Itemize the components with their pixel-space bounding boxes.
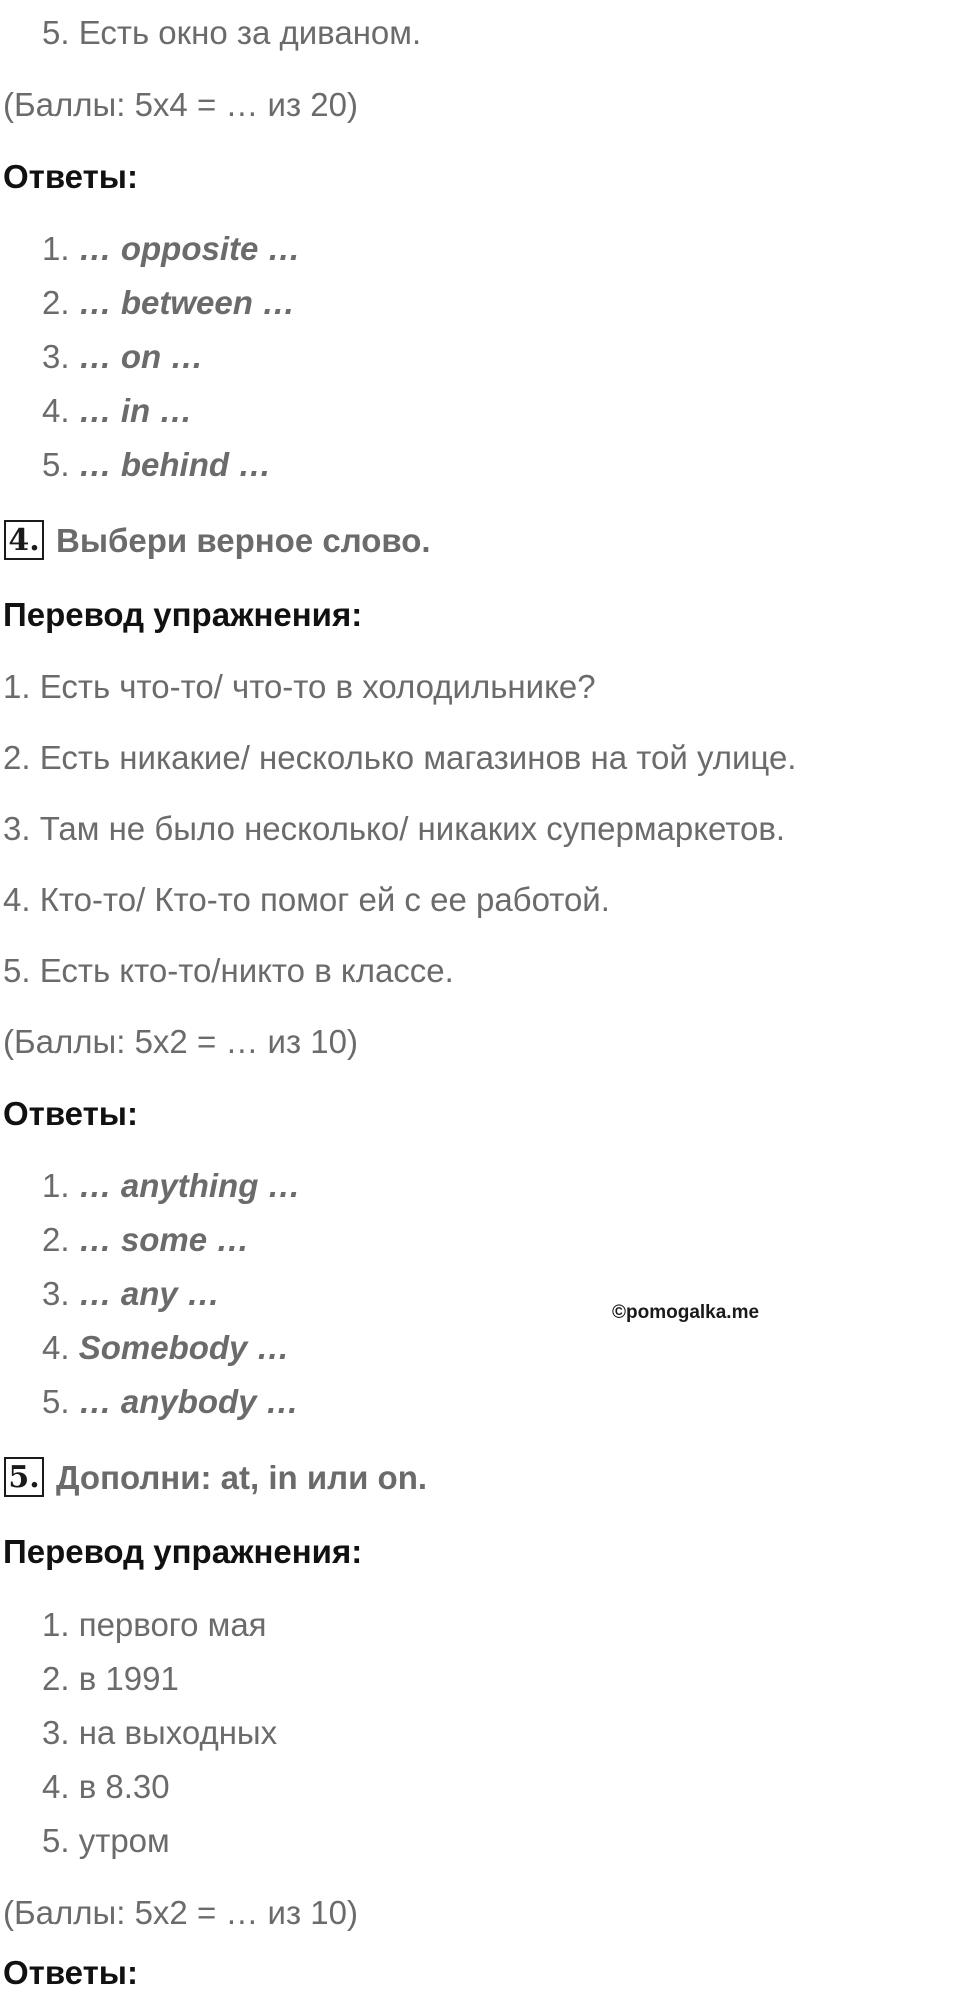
answer-number: 1. — [42, 1167, 70, 1204]
answer-4-3 — [42, 1267, 220, 1321]
item-text: в 8.30 — [78, 1768, 170, 1805]
translation-5-1 — [42, 1598, 267, 1652]
task-4-heading — [4, 514, 431, 568]
translation-4-3: 3. Там не было несколько/ никаких супермаркетов. — [3, 810, 786, 847]
task-title: Выбери верное слово. — [56, 522, 431, 559]
answer-4-4 — [42, 1321, 290, 1375]
task-5-heading — [4, 1451, 427, 1505]
item-number: 3. — [42, 1714, 70, 1751]
score-exercise-3: (Баллы: 5х4 = … из 20) — [3, 86, 358, 123]
answer-number: 4. — [42, 1329, 70, 1366]
task-number-box: 4. — [4, 520, 44, 560]
item-number: 2. — [42, 1660, 70, 1697]
answers-heading-5: Ответы: — [3, 1954, 138, 1991]
score-exercise-5: (Баллы: 5х2 = … из 10) — [3, 1894, 358, 1931]
answer-4-5 — [42, 1375, 299, 1429]
item-number: 1. — [42, 1606, 70, 1643]
answer-number: 5. — [42, 1383, 70, 1420]
answer-number: 3. — [42, 1275, 70, 1312]
translation-heading-4: Перевод упражнения: — [3, 596, 363, 633]
item-text: в 1991 — [78, 1660, 179, 1697]
translation-5-5 — [42, 1814, 170, 1868]
exercise-3-item-5: 5. Есть окно за диваном. — [42, 14, 422, 51]
score-exercise-4: (Баллы: 5х2 = … из 10) — [3, 1023, 358, 1060]
translation-4-2: 2. Есть никакие/ несколько магазинов на той улице. — [3, 739, 797, 776]
answer-number: 2. — [42, 284, 70, 321]
item-text: на выходных — [78, 1714, 278, 1751]
item-text: утром — [78, 1822, 170, 1859]
translation-5-3 — [42, 1706, 277, 1760]
task-title: Дополни: at, in или on. — [56, 1459, 428, 1496]
translation-4-1: 1. Есть что-то/ что-то в холодильнике? — [3, 668, 596, 705]
answers-heading-3: Ответы: — [3, 158, 138, 195]
answer-number: 4. — [42, 392, 70, 429]
answer-3-5 — [42, 438, 271, 492]
item-text: первого мая — [78, 1606, 267, 1643]
site-watermark: ©pomogalka.me — [612, 1302, 760, 1323]
answer-text: … some … — [78, 1221, 250, 1258]
answer-number: 1. — [42, 230, 70, 267]
translation-4-5: 5. Есть кто-то/никто в классе. — [3, 952, 454, 989]
answer-3-1 — [42, 222, 301, 276]
answer-3-4 — [42, 384, 192, 438]
answer-text: … behind … — [78, 446, 272, 483]
answer-text: … any … — [78, 1275, 220, 1312]
answer-number: 5. — [42, 446, 70, 483]
answer-text: … anything … — [78, 1167, 301, 1204]
answer-3-2 — [42, 276, 295, 330]
answer-3-3 — [42, 330, 203, 384]
answer-text: … between … — [78, 284, 296, 321]
translation-5-4 — [42, 1760, 170, 1814]
answer-number: 2. — [42, 1221, 70, 1258]
task-number-box: 5. — [4, 1457, 44, 1497]
answer-number: 3. — [42, 338, 70, 375]
answer-text: … opposite … — [78, 230, 301, 267]
item-number: 4. — [42, 1768, 70, 1805]
answer-text: Somebody … — [78, 1329, 290, 1366]
translation-5-2 — [42, 1652, 179, 1706]
answer-4-2 — [42, 1213, 249, 1267]
answer-text: … in … — [78, 392, 193, 429]
answer-text: … on … — [78, 338, 204, 375]
answer-text: … anybody … — [78, 1383, 299, 1420]
answers-heading-4: Ответы: — [3, 1095, 138, 1132]
answer-4-1 — [42, 1159, 301, 1213]
item-number: 5. — [42, 1822, 70, 1859]
translation-heading-5: Перевод упражнения: — [3, 1533, 363, 1570]
translation-4-4: 4. Кто-то/ Кто-то помог ей с ее работой. — [3, 881, 610, 918]
